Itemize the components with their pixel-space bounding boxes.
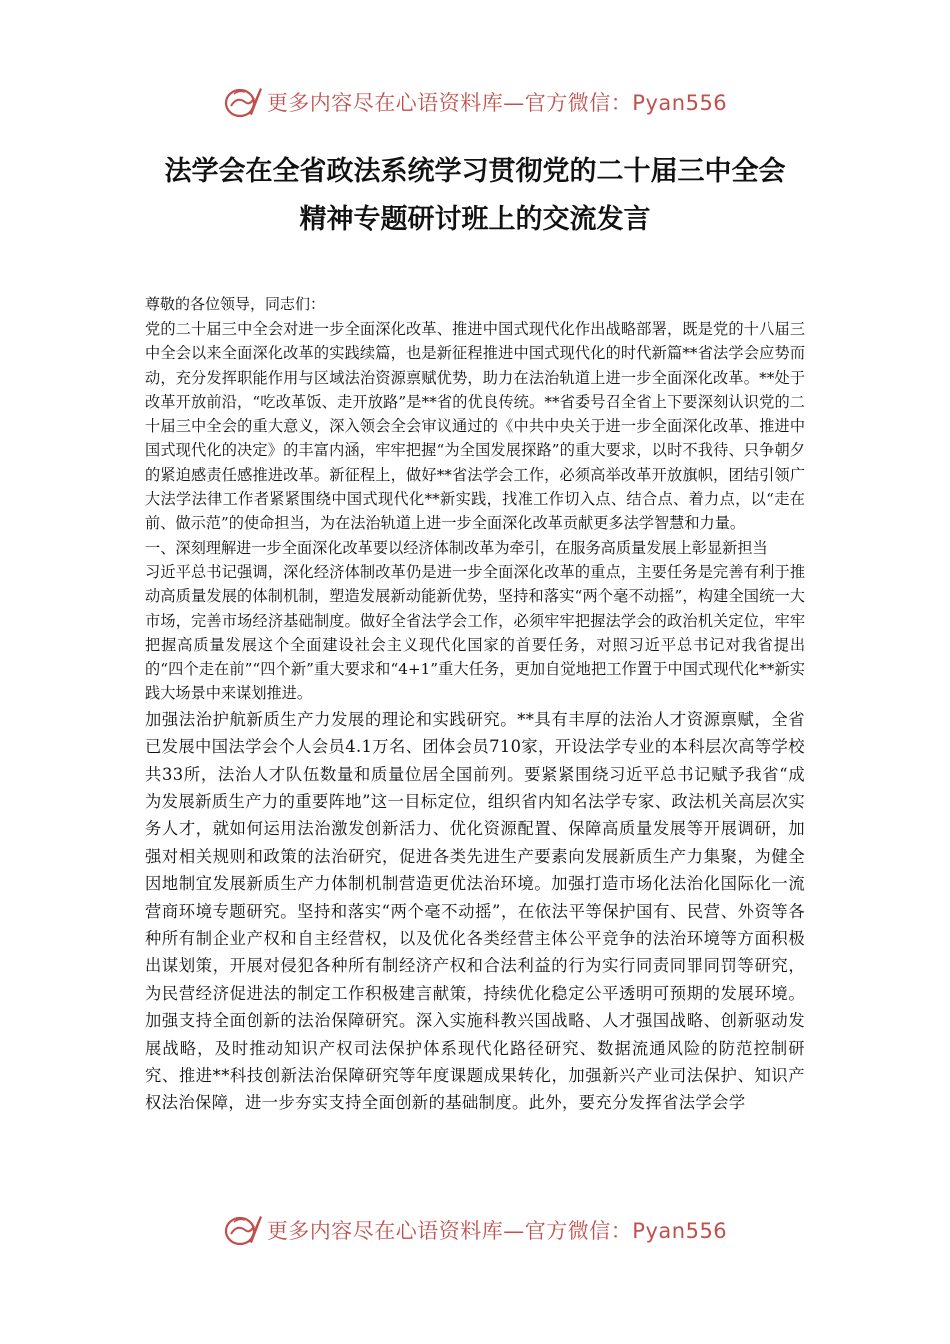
banner-text: 更多内容尽在心语资料库—官方微信：Pyan556 bbox=[266, 1219, 728, 1243]
banner-text: 更多内容尽在心语资料库—官方微信：Pyan556 bbox=[266, 91, 728, 115]
pen-logo-icon bbox=[223, 1212, 263, 1248]
greeting: 尊敬的各位领导，同志们： bbox=[145, 295, 326, 313]
document-title bbox=[0, 148, 950, 244]
title-line-1: 法学会在全省政法系统学习贯彻党的二十届三中全会 bbox=[164, 156, 786, 187]
paragraph-section1-a: 习近平总书记强调，深化经济体制改革仍是进一步全面深化改革的重点，主要任务是完善有利于推动高质量发展的体制机制，塑造发展新动能新优势，坚持和落实“两个毫不动摇”，构建全国统一大市场，完善市场经济基础制度。做好全省法学会工作，必须牢牢把握法学会的政治机关定位，牢牢把握高质量发展这个全面建设社会主义现代化国家的首要任务，对照习近平总书记对我省提出的“四个走在前”“四个新”重大要求和“4+1”重大任务，更加自觉地把工作置于中国式现代化**新实践大场景中来谋划推进。 bbox=[145, 562, 805, 703]
title-line-2: 精神专题研讨班上的交流发言 bbox=[299, 204, 651, 235]
paragraph-section1-b: 加强法治护航新质生产力发展的理论和实践研究。**具有丰厚的法治人才资源禀赋，全省已发展中国法学会个人会员4.1万名、团体会员710家，开设法学专业的本科层次高等学校共33所，法治人才队伍数量和质量位居全国前列。要紧紧围绕习近平总书记赋予我省“成为发展新质生产力的重要阵地”这一目标定位，组织省内知名法学专家、政法机关高层次实务人才，就如何运用法治激发创新活力、优化资源配置、保障高质量发展等开展调研，加强对相关规则和政策的法治研究，促进各类先进生产要素向发展新质生产力集聚，为健全因地制宜发展新质生产力体制机制营造更优法治环境。加强打造市场化法治化国际化一流营商环境专题研究。坚持和落实“两个毫不动摇”，在依法平等保护国有、民营、外资等各种所有制企业产权和自主经营权，以及优化各类经营主体公平竞争的法治环境等方面积极出谋划策，开展对侵犯各种所有制经济产权和合法利益的行为实行同责同罪同罚等研究，为民营经济促进法的制定工作积极建言献策，持续优化稳定公平透明可预期的发展环境。加强支持全面创新的法治保障研究。深入实施科教兴国战略、人才强国战略、创新驱动发展战略，及时推动知识产权司法保护体系现代化路径研究、数据流通风险的防范控制研究、推进**科技创新法治保障研究等年度课题成果转化，加强新兴产业司法保护、知识产权法治保障，进一步夯实支持全面创新的基础制度。此外，要充分发挥省法学会学 bbox=[145, 709, 805, 1113]
footer-banner bbox=[0, 1210, 950, 1250]
pen-logo-icon bbox=[223, 84, 263, 120]
paragraph-intro: 党的二十届三中全会对进一步全面深化改革、推进中国式现代化作出战略部署，既是党的十八届三中全会以来全面深化改革的实践续篇，也是新征程推进中国式现代化的时代新篇**省法学会应势而动，充分发挥职能作用与区域法治资源禀赋优势，助力在法治轨道上进一步全面深化改革。**处于改革开放前沿，“吃改革饭、走开放路”是**省的优良传统。**省委号召全省上下要深刻认识党的二十届三中全会的重大意义，深入领会全会审议通过的《中共中央关于进一步全面深化改革、推进中国式现代化的决定》的丰富内涵，牢牢把握“为全国发展探路”的重大要求，以时不我待、只争朝夕的紧迫感责任感推进改革。新征程上，做好**省法学会工作，必须高举改革开放旗帜，团结引领广大法学法律工作者紧紧围绕中国式现代化**新实践，找准工作切入点、结合点、着力点，以“走在前、做示范”的使命担当，为在法治轨道上进一步全面深化改革贡献更多法学智慧和力量。 bbox=[145, 320, 805, 533]
header-banner bbox=[0, 82, 950, 122]
section-heading-1: 一、深刻理解进一步全面深化改革要以经济体制改革为牵引，在服务高质量发展上彰显新担当 bbox=[145, 538, 768, 557]
document-body bbox=[145, 291, 805, 1117]
